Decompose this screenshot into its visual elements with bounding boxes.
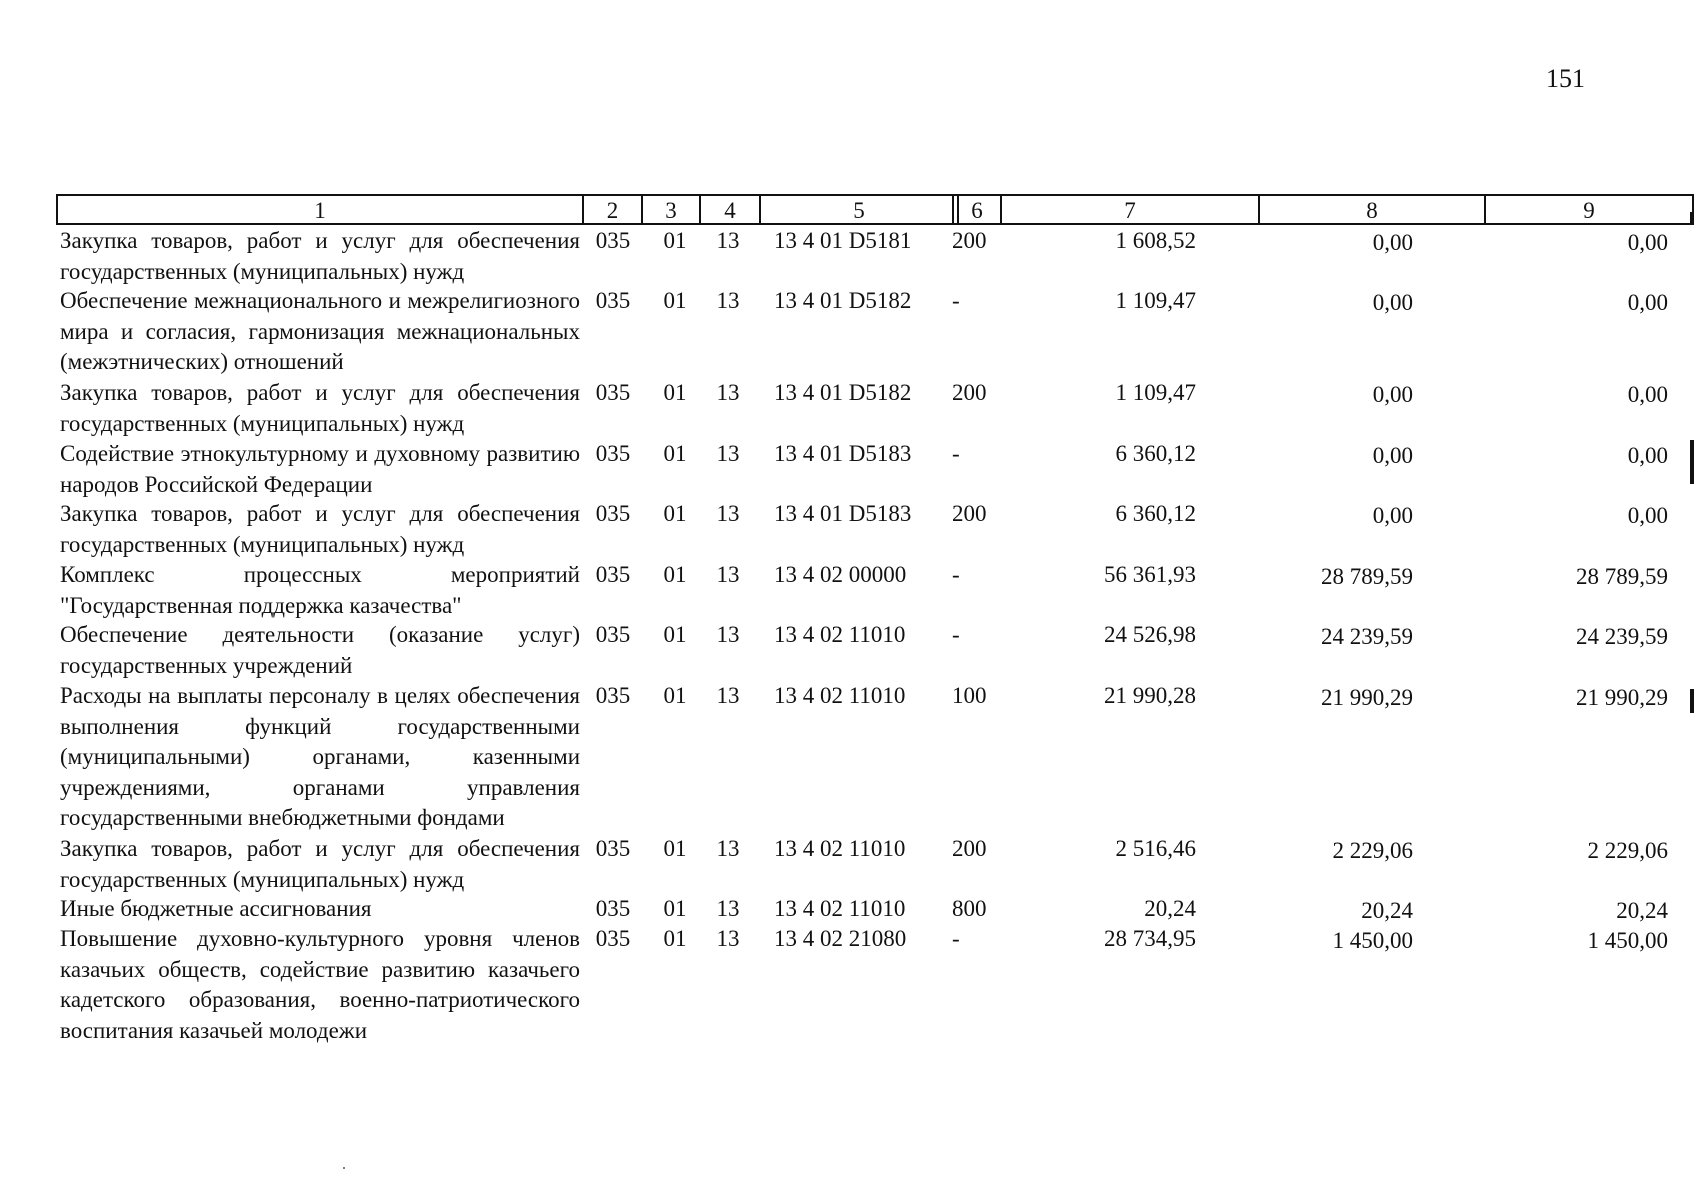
scan-edge-mark bbox=[1690, 212, 1694, 224]
row-col-4: 13 bbox=[716, 622, 740, 647]
row-col-7: 1 109,47 bbox=[1115, 288, 1196, 313]
row-col-4: 13 bbox=[716, 441, 740, 466]
row-col-6: - bbox=[952, 926, 960, 951]
row-col-6: - bbox=[952, 441, 960, 466]
row-col-7: 28 734,95 bbox=[1104, 926, 1196, 951]
row-col-6: 200 bbox=[952, 228, 987, 253]
row-col-4: 13 bbox=[716, 228, 740, 253]
row-col-8: 1 450,00 bbox=[1332, 928, 1413, 953]
row-col-5: 13 4 01 D5181 bbox=[774, 228, 912, 253]
row-col-2: 035 bbox=[595, 896, 631, 921]
row-col-5: 13 4 02 11010 bbox=[774, 836, 906, 861]
row-col-2: 035 bbox=[595, 288, 631, 313]
row-col-4: 13 bbox=[716, 836, 740, 861]
row-col-3: 01 bbox=[663, 562, 687, 587]
row-col-9: 20,24 bbox=[1616, 898, 1668, 923]
row-col-5: 13 4 01 D5183 bbox=[774, 501, 912, 526]
row-col-3: 01 bbox=[663, 836, 687, 861]
row-description: Закупка товаров, работ и услуг для обеспечения государственных (муниципальных) нужд bbox=[60, 501, 580, 557]
row-col-3: 01 bbox=[663, 288, 687, 313]
header-col-8: 8 bbox=[1258, 194, 1486, 225]
scan-speck bbox=[343, 1167, 345, 1169]
row-col-9: 0,00 bbox=[1627, 443, 1668, 468]
row-col-6: 200 bbox=[952, 380, 987, 405]
row-col-8: 20,24 bbox=[1361, 898, 1413, 923]
row-col-8: 0,00 bbox=[1372, 503, 1413, 528]
row-col-6: - bbox=[952, 562, 960, 587]
row-col-4: 13 bbox=[716, 501, 740, 526]
row-col-2: 035 bbox=[595, 501, 631, 526]
row-description: Повышение духовно-культурного уровня членов казачьих обществ, содействие развитию казачьего кадетского образования, военно-патриотического воспитания казачьей молодежи bbox=[60, 926, 580, 1043]
row-col-4: 13 bbox=[716, 896, 740, 921]
row-description: Закупка товаров, работ и услуг для обеспечения государственных (муниципальных) нужд bbox=[60, 228, 580, 284]
row-col-8: 2 229,06 bbox=[1332, 838, 1413, 863]
row-col-4: 13 bbox=[716, 380, 740, 405]
row-col-5: 13 4 02 00000 bbox=[774, 562, 907, 587]
row-col-9: 0,00 bbox=[1627, 230, 1668, 255]
row-col-6: - bbox=[952, 622, 960, 647]
row-col-9: 24 239,59 bbox=[1576, 624, 1668, 649]
row-col-3: 01 bbox=[663, 441, 687, 466]
row-col-6: - bbox=[952, 288, 960, 313]
row-col-2: 035 bbox=[595, 683, 631, 708]
header-col-5: 5 bbox=[759, 194, 959, 225]
row-col-2: 035 bbox=[595, 228, 631, 253]
row-col-4: 13 bbox=[716, 926, 740, 951]
row-col-7: 1 109,47 bbox=[1115, 380, 1196, 405]
row-col-4: 13 bbox=[716, 683, 740, 708]
row-col-7: 6 360,12 bbox=[1115, 501, 1196, 526]
row-col-5: 13 4 01 D5182 bbox=[774, 380, 912, 405]
row-description: Закупка товаров, работ и услуг для обеспечения государственных (муниципальных) нужд bbox=[60, 380, 580, 436]
row-col-7: 20,24 bbox=[1144, 896, 1196, 921]
row-col-5: 13 4 02 21080 bbox=[774, 926, 907, 951]
table-header bbox=[56, 194, 1638, 227]
row-col-5: 13 4 01 D5182 bbox=[774, 288, 912, 313]
row-col-5: 13 4 01 D5183 bbox=[774, 441, 912, 466]
row-col-2: 035 bbox=[595, 441, 631, 466]
row-col-8: 0,00 bbox=[1372, 230, 1413, 255]
row-col-9: 0,00 bbox=[1627, 290, 1668, 315]
row-col-3: 01 bbox=[663, 501, 687, 526]
row-col-3: 01 bbox=[663, 622, 687, 647]
header-col-4: 4 bbox=[699, 194, 761, 225]
row-description: Закупка товаров, работ и услуг для обеспечения государственных (муниципальных) нужд bbox=[60, 836, 580, 892]
header-col-2: 2 bbox=[582, 194, 643, 225]
row-col-4: 13 bbox=[716, 562, 740, 587]
row-col-8: 0,00 bbox=[1372, 382, 1413, 407]
scan-edge-mark bbox=[1690, 440, 1694, 484]
row-col-6: 100 bbox=[952, 683, 987, 708]
row-col-6: 200 bbox=[952, 501, 987, 526]
header-col-1: 1 bbox=[56, 194, 584, 225]
row-description: Обеспечение межнационального и межрелигиозного мира и согласия, гармонизация межнациональных (межэтнических) отношений bbox=[60, 288, 580, 374]
header-col-3: 3 bbox=[641, 194, 701, 225]
row-description: Иные бюджетные ассигнования bbox=[60, 896, 372, 921]
row-col-8: 21 990,29 bbox=[1321, 685, 1413, 710]
row-col-2: 035 bbox=[595, 380, 631, 405]
row-col-3: 01 bbox=[663, 380, 687, 405]
row-col-2: 035 bbox=[595, 622, 631, 647]
row-col-3: 01 bbox=[663, 896, 687, 921]
row-col-7: 24 526,98 bbox=[1104, 622, 1196, 647]
row-col-5: 13 4 02 11010 bbox=[774, 683, 906, 708]
row-col-7: 6 360,12 bbox=[1115, 441, 1196, 466]
header-col-7: 7 bbox=[1000, 194, 1260, 225]
scan-edge-mark bbox=[1690, 689, 1694, 713]
row-col-9: 1 450,00 bbox=[1587, 928, 1668, 953]
row-col-8: 0,00 bbox=[1372, 290, 1413, 315]
row-col-4: 13 bbox=[716, 288, 740, 313]
row-col-6: 800 bbox=[952, 896, 987, 921]
row-col-7: 1 608,52 bbox=[1115, 228, 1196, 253]
row-col-3: 01 bbox=[663, 228, 687, 253]
row-col-9: 28 789,59 bbox=[1576, 564, 1668, 589]
row-description: Расходы на выплаты персоналу в целях обеспечения выполнения функций государственными (муниципальными) органами, казенными учреждениями, органами управления государственными внебюджетными фондами bbox=[60, 683, 580, 830]
row-col-2: 035 bbox=[595, 926, 631, 951]
row-col-7: 56 361,93 bbox=[1104, 562, 1196, 587]
row-col-3: 01 bbox=[663, 926, 687, 951]
row-col-8: 24 239,59 bbox=[1321, 624, 1413, 649]
header-col-6: 6 bbox=[952, 194, 1002, 225]
row-col-2: 035 bbox=[595, 562, 631, 587]
row-col-9: 0,00 bbox=[1627, 503, 1668, 528]
row-col-3: 01 bbox=[663, 683, 687, 708]
row-col-2: 035 bbox=[595, 836, 631, 861]
row-col-5: 13 4 02 11010 bbox=[774, 622, 906, 647]
row-description: Обеспечение деятельности (оказание услуг) государственных учреждений bbox=[60, 622, 580, 678]
row-col-8: 0,00 bbox=[1372, 443, 1413, 468]
row-description: Комплекс процессных мероприятий "Государственная поддержка казачества" bbox=[60, 562, 580, 618]
row-col-6: 200 bbox=[952, 836, 987, 861]
row-col-7: 2 516,46 bbox=[1115, 836, 1196, 861]
page-number: 151 bbox=[1546, 64, 1585, 93]
row-col-7: 21 990,28 bbox=[1104, 683, 1196, 708]
row-col-5: 13 4 02 11010 bbox=[774, 896, 906, 921]
row-col-8: 28 789,59 bbox=[1321, 564, 1413, 589]
row-col-9: 21 990,29 bbox=[1576, 685, 1668, 710]
header-col-9: 9 bbox=[1484, 194, 1694, 225]
row-col-9: 2 229,06 bbox=[1587, 838, 1668, 863]
row-col-9: 0,00 bbox=[1627, 382, 1668, 407]
row-description: Содействие этнокультурному и духовному развитию народов Российской Федерации bbox=[60, 441, 580, 497]
